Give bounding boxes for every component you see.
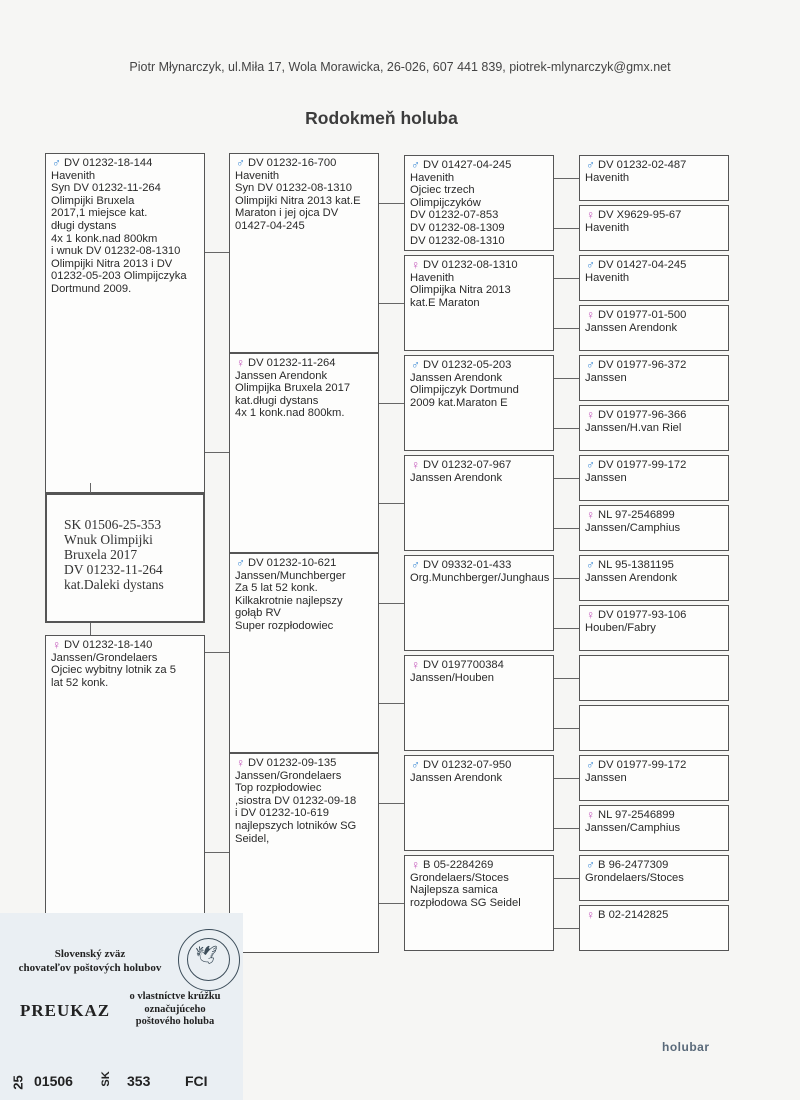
connector-line [379,303,404,304]
pedigree-note: Maraton i jej ojca DV [235,207,339,220]
pedigree-note: Olimpijki Nitra 2013 i DV [51,257,173,270]
pedigree-note: lat 52 konk. [51,676,109,689]
ring-number: ♀ DV 01232-08-1310 [411,258,518,273]
male-symbol-icon: ♂ [586,158,595,173]
pedigree-note: Ojciec trzech [410,184,475,197]
male-symbol-icon: ♂ [586,258,595,273]
pedigree-note: Janssen Arendonk [585,321,678,334]
card-ring-id: 01506 [34,1073,73,1089]
female-symbol-icon: ♀ [586,508,595,523]
grandparent-box [229,553,379,753]
pedigree-note: Olimpijka Nitra 2013 [410,284,511,297]
card-ring-country: SK [100,1071,112,1087]
pedigree-note: 2009 kat.Maraton E [410,396,508,409]
pedigree-note: kat.długi dystans [235,394,319,407]
connector-line [379,803,404,804]
connector-line [379,603,404,604]
pedigree-note: Janssen Arendonk [410,471,503,484]
great-grandparent-box [404,155,554,251]
ring-number: ♀ DV 01977-96-366 [586,408,687,423]
page-title: Rodokmeň holuba [305,108,458,128]
pedigree-note: Janssen/Houben [410,671,494,684]
male-symbol-icon: ♂ [236,156,245,171]
ring-number: ♂ NL 95-1381195 [586,558,674,573]
great-grandparent-box [404,555,554,651]
ring-number: ♀ B 05-2284269 [411,858,494,873]
pedigree-note: rozpłodowa SG Seidel [410,896,521,909]
ring-number: ♀ B 02-2142825 [586,908,669,923]
pedigree-note: najlepszych lotników SG [235,819,357,832]
ring-number: ♂ DV 01232-10-621 [236,556,337,571]
connector-line [554,428,579,429]
connector-line [379,403,404,404]
pedigree-note: 2017,1 miejsce kat. [51,207,148,220]
connector-line [554,278,579,279]
subject-line: kat.Daleki dystans [64,577,164,592]
pedigree-note: Olimpijki Bruxela [51,194,135,207]
male-symbol-icon: ♂ [586,558,595,573]
female-symbol-icon: ♀ [586,408,595,423]
ring-number: ♂ DV 01427-04-245 [411,158,512,173]
card-org-line2: chovateľov poštových holubov [18,962,162,974]
pedigree-note: Janssen/Camphius [585,521,681,534]
pedigree-note: i DV 01232-10-619 [235,807,329,820]
subject-line: Bruxela 2017 [64,547,138,562]
pedigree-note: Olimpijki Nitra 2013 kat.E [235,194,361,207]
card-ring-fci: FCI [185,1073,208,1089]
card-ring-number: 353 [127,1073,151,1089]
connector-line [554,828,579,829]
male-symbol-icon: ♂ [586,858,595,873]
great-great-grandparent-box [579,805,729,851]
great-grandparent-box [404,455,554,551]
great-great-grandparent-box [579,305,729,351]
male-symbol-icon: ♂ [586,758,595,773]
association-seal-icon: 🕊 [178,929,240,991]
connector-line [554,678,579,679]
subject-pigeon-box [45,493,205,623]
male-symbol-icon: ♂ [586,358,595,373]
connector-line [554,378,579,379]
connector-line [205,252,229,253]
connector-line [379,903,404,904]
great-great-grandparent-box [579,155,729,201]
great-great-grandparent-box [579,405,729,451]
pedigree-note: Janssen [585,371,627,384]
connector-line [554,528,579,529]
great-grandparent-box [404,655,554,751]
pedigree-note: Havenith [51,169,96,182]
pedigree-note: Za 5 lat 52 konk. [235,582,318,595]
pedigree-note: Grondelaers/Stoces [585,871,684,884]
ring-number: ♀ DV 01232-09-135 [236,756,337,771]
ring-number: ♀ DV 01232-11-264 [236,356,336,371]
ring-number: ♀ DV 01232-18-140 [52,638,153,653]
great-great-grandparent-box [579,755,729,801]
female-symbol-icon: ♀ [236,356,245,371]
watermark-logo: holubar [662,1040,710,1054]
male-symbol-icon: ♂ [236,556,245,571]
pedigree-note: gołąb RV [235,607,281,620]
pedigree-note: 01232-05-203 Olimpijczyka [51,270,187,283]
pedigree-note: Syn DV 01232-08-1310 [235,182,352,195]
female-symbol-icon: ♀ [52,638,61,653]
pedigree-note: 4x 1 konk.nad 800km [51,232,158,245]
ring-ownership-card [0,913,243,1100]
pedigree-note: Super rozpłodowiec [235,619,334,632]
great-great-grandparent-box [579,855,729,901]
card-desc-line: o vlastníctve krúžku [129,991,221,1002]
subject-line: SK 01506-25-353 [64,517,162,532]
female-symbol-icon: ♀ [586,308,595,323]
ring-number: ♀ DV X9629-95-67 [586,208,682,223]
ring-number: ♂ DV 01232-07-950 [411,758,512,773]
connector-line [554,878,579,879]
female-symbol-icon: ♀ [586,808,595,823]
pedigree-note: Havenith [410,171,455,184]
ring-number: ♂ DV 01232-05-203 [411,358,512,373]
ring-number: ♀ DV 01977-01-500 [586,308,687,323]
pedigree-note: ,siostra DV 01232-09-18 [235,794,357,807]
pedigree-note: Havenith [585,221,630,234]
great-great-grandparent-box [579,705,729,751]
great-great-grandparent-box [579,555,729,601]
male-symbol-icon: ♂ [411,358,420,373]
pedigree-note: Janssen [585,471,627,484]
connector-line [554,228,579,229]
ring-number: ♀ NL 97-2546899 [586,808,675,823]
pedigree-note: Janssen/H.van Riel [585,421,682,434]
pedigree-note: Havenith [410,271,455,284]
connector-line [554,478,579,479]
pedigree-note: Seidel, [235,832,270,845]
pedigree-note: Top rozpłodowiec [235,782,322,795]
ring-number: ♀ DV 01232-07-967 [411,458,512,473]
pedigree-note: długi dystans [51,219,117,232]
female-symbol-icon: ♀ [586,908,595,923]
pedigree-note: Janssen/Grondelaers [51,651,158,664]
card-description [120,991,230,1029]
pedigree-note: DV 01232-08-1310 [410,234,505,247]
sire-box [45,153,205,493]
female-symbol-icon: ♀ [586,208,595,223]
connector-line [205,852,229,853]
breeder-contact: Piotr Młynarczyk, ul.Miła 17, Wola Morawicka, 26-026, 607 441 839, piotrek-mlynarczyk@gmx.net [129,60,671,74]
pedigree-note: Najlepsza samica [410,884,498,897]
pedigree-note: Olimpijczyków [410,196,481,209]
pedigree-note: 4x 1 konk.nad 800km. [235,407,345,420]
female-symbol-icon: ♀ [411,858,420,873]
pedigree-note: Olimpijka Bruxela 2017 [235,382,351,395]
connector-line [379,503,404,504]
ring-number: ♀ DV 01977-93-106 [586,608,687,623]
pedigree-note: Ojciec wybitny lotnik za 5 [51,664,176,677]
great-great-grandparent-box [579,505,729,551]
ring-number: ♂ DV 01977-99-172 [586,458,687,473]
pedigree-note: Janssen/Grondelaers [235,769,342,782]
male-symbol-icon: ♂ [411,158,420,173]
connector-line [554,578,579,579]
ring-number: ♀ DV 0197700384 [411,658,504,673]
card-title: PREUKAZ [20,1001,111,1020]
female-symbol-icon: ♀ [236,756,245,771]
connector-line [554,628,579,629]
great-great-grandparent-box [579,205,729,251]
great-great-grandparent-box [579,255,729,301]
pedigree-note: Janssen Arendonk [585,571,678,584]
connector-line [554,328,579,329]
connector-line [90,483,91,493]
ring-number: ♂ DV 01427-04-245 [586,258,687,273]
pedigree-note: Janssen/Camphius [585,821,681,834]
ring-number: ♂ B 96-2477309 [586,858,669,873]
great-grandparent-box [404,255,554,351]
pedigree-note: DV 01232-08-1309 [410,221,505,234]
ring-number: ♀ NL 97-2546899 [586,508,675,523]
card-ring-year: 25 [10,1075,26,1090]
card-desc-line: označujúceho [144,1003,206,1015]
great-great-grandparent-box [579,655,729,701]
male-symbol-icon: ♂ [52,156,61,171]
connector-line [554,178,579,179]
great-grandparent-box [404,355,554,451]
pedigree-note: Grondelaers/Stoces [410,871,509,884]
female-symbol-icon: ♀ [586,608,595,623]
pedigree-note: Janssen [585,771,627,784]
pedigree-note: i wnuk DV 01232-08-1310 [51,245,181,258]
pedigree-note: kat.E Maraton [410,296,480,309]
female-symbol-icon: ♀ [411,458,420,473]
pedigree-note: Kilkakrotnie najlepszy [235,594,343,607]
male-symbol-icon: ♂ [411,758,420,773]
subject-line: DV 01232-11-264 [64,562,163,577]
ring-number: ♂ DV 01232-16-700 [236,156,337,171]
ring-number: ♂ DV 09332-01-433 [411,558,512,573]
connector-line [554,778,579,779]
female-symbol-icon: ♀ [411,658,420,673]
pedigree-note: Janssen Arendonk [235,369,328,382]
great-great-grandparent-box [579,455,729,501]
pedigree-note: Janssen/Munchberger [235,569,346,582]
card-org-line1: Slovenský zväz [54,948,126,960]
great-grandparent-box [404,855,554,951]
ring-number: ♂ DV 01977-96-372 [586,358,687,373]
pedigree-note: 01427-04-245 [235,219,305,232]
pedigree-note: Janssen Arendonk [410,371,503,384]
pedigree-note: Dortmund 2009. [51,282,132,295]
connector-line [205,452,229,453]
pedigree-note: Havenith [585,271,630,284]
great-grandparent-box [404,755,554,851]
pedigree-note: Org.Munchberger/Junghaus [410,571,550,584]
female-symbol-icon: ♀ [411,258,420,273]
ring-number: ♂ DV 01232-18-144 [52,156,153,171]
great-great-grandparent-box [579,605,729,651]
card-desc-line: poštového holuba [135,1016,215,1027]
pedigree-note: Houben/Fabry [585,621,656,634]
pedigree-note: Havenith [235,169,280,182]
pedigree-note: DV 01232-07-853 [410,209,499,222]
pedigree-note: Syn DV 01232-11-264 [51,182,161,195]
dam-box [45,635,205,935]
subject-line: Wnuk Olimpijki [64,532,153,547]
pedigree-note: Janssen Arendonk [410,771,503,784]
great-great-grandparent-box [579,355,729,401]
connector-line [554,928,579,929]
grandparent-box [229,753,379,953]
connector-line [205,652,229,653]
connector-line [554,728,579,729]
ring-number: ♂ DV 01232-02-487 [586,158,687,173]
grandparent-box [229,153,379,353]
connector-line [379,203,404,204]
male-symbol-icon: ♂ [586,458,595,473]
connector-line [90,623,91,635]
pedigree-note: Havenith [585,171,630,184]
great-great-grandparent-box [579,905,729,951]
pedigree-note: Olimpijczyk Dortmund [410,384,519,397]
ring-number: ♂ DV 01977-99-172 [586,758,687,773]
male-symbol-icon: ♂ [411,558,420,573]
connector-line [379,703,404,704]
grandparent-box [229,353,379,553]
